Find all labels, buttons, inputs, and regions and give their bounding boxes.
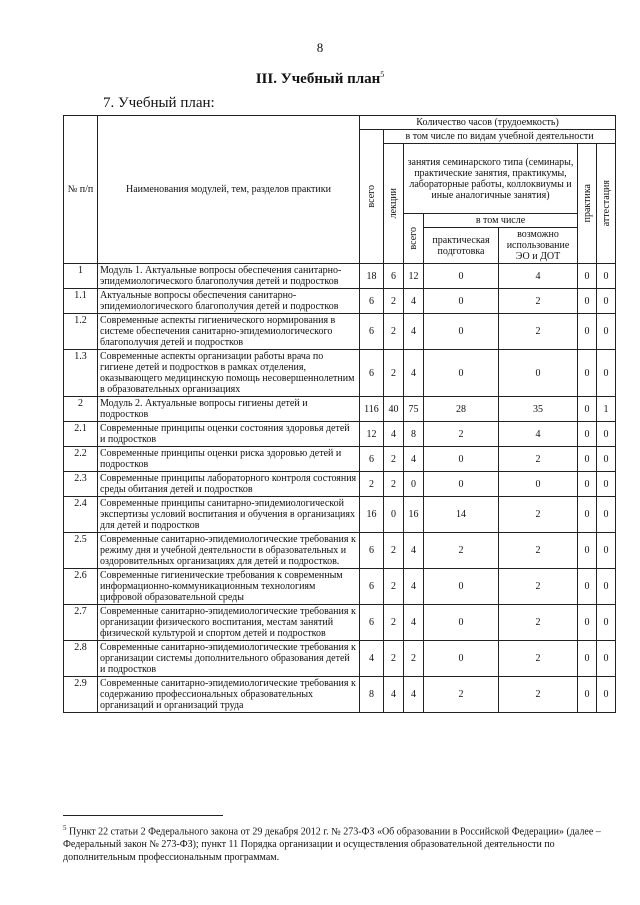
row-name: Современные гигиенические требования к современным информационно-коммуникационным технологиям цифровой образовательной среды [98, 569, 360, 605]
footnote [63, 822, 618, 864]
row-eo-dot: 2 [499, 605, 578, 641]
footnote-divider [63, 815, 223, 816]
header-seminar-total: всего [408, 227, 419, 250]
row-total: 116 [360, 397, 384, 422]
row-attestation: 0 [597, 533, 616, 569]
header-practice-cell [578, 144, 597, 264]
row-seminar-total: 75 [404, 397, 424, 422]
row-total: 12 [360, 422, 384, 447]
row-attestation: 0 [597, 497, 616, 533]
row-practical-prep: 14 [424, 497, 499, 533]
row-number: 2.6 [64, 569, 98, 605]
row-attestation: 1 [597, 397, 616, 422]
row-lectures: 2 [384, 350, 404, 397]
row-seminar-total: 4 [404, 569, 424, 605]
row-eo-dot: 0 [499, 350, 578, 397]
row-practical-prep: 0 [424, 350, 499, 397]
row-name: Современные аспекты организации работы врача по гигиене детей и подростков в рамках отделения, оказывающего медицинскую помощь несовершеннолетним в образовательных организациях [98, 350, 360, 397]
section-title-text: III. Учебный план [255, 71, 381, 87]
row-lectures: 2 [384, 533, 404, 569]
row-practical-prep: 0 [424, 605, 499, 641]
row-total: 6 [360, 314, 384, 350]
row-practice: 0 [578, 289, 597, 314]
row-name: Современные санитарно-эпидемиологические требования к содержанию профессиональных образовательных организаций и организаций труда [98, 677, 360, 713]
row-name: Современные принципы оценки состояния здоровья детей и подростков [98, 422, 360, 447]
row-attestation: 0 [597, 641, 616, 677]
row-total: 8 [360, 677, 384, 713]
row-lectures: 2 [384, 605, 404, 641]
row-practice: 0 [578, 264, 597, 289]
row-practical-prep: 0 [424, 569, 499, 605]
row-practice: 0 [578, 447, 597, 472]
row-number: 2.4 [64, 497, 98, 533]
page-number: 8 [316, 40, 324, 55]
row-seminar-total: 8 [404, 422, 424, 447]
row-name: Модуль 2. Актуальные вопросы гигиены детей и подростков [98, 397, 360, 422]
row-eo-dot: 0 [499, 472, 578, 497]
header-attestation: аттестация [600, 180, 612, 227]
header-eo-dot: возможно использование ЭО и ДОТ [499, 228, 578, 264]
table-row [64, 264, 616, 289]
row-attestation: 0 [597, 447, 616, 472]
header-name: Наименования модулей, тем, разделов практики [98, 116, 360, 264]
row-practice: 0 [578, 497, 597, 533]
table-row [64, 422, 616, 447]
row-practical-prep: 0 [424, 289, 499, 314]
row-number: 1 [64, 264, 98, 289]
row-number: 1.3 [64, 350, 98, 397]
row-total: 2 [360, 472, 384, 497]
row-practical-prep: 2 [424, 677, 499, 713]
row-practical-prep: 0 [424, 314, 499, 350]
row-practice: 0 [578, 472, 597, 497]
row-lectures: 0 [384, 497, 404, 533]
row-number: 2.3 [64, 472, 98, 497]
row-name: Актуальные вопросы обеспечения санитарно-эпидемиологического благополучия детей и подростков [98, 289, 360, 314]
row-number: 2.9 [64, 677, 98, 713]
curriculum-table [63, 115, 616, 713]
footnote-mark: 5 [380, 70, 385, 79]
footnote-number: 5 [63, 824, 67, 832]
row-practical-prep: 0 [424, 264, 499, 289]
row-number: 2 [64, 397, 98, 422]
row-practical-prep: 2 [424, 422, 499, 447]
row-number: 2.8 [64, 641, 98, 677]
row-seminar-total: 4 [404, 605, 424, 641]
table-row [64, 605, 616, 641]
row-eo-dot: 4 [499, 422, 578, 447]
footnote-text: Пункт 22 статьи 2 Федерального закона от 29 декабря 2012 г. № 273-ФЗ «Об образовании в Российской Федерации» (далее – Федеральный закон № 273-ФЗ); пункт 11 Порядка организации и осуществления образовательной деятельности по дополнительным профессиональным программам. [63, 826, 601, 864]
table-row [64, 533, 616, 569]
row-attestation: 0 [597, 314, 616, 350]
row-seminar-total: 12 [404, 264, 424, 289]
table-row [64, 314, 616, 350]
row-total: 4 [360, 641, 384, 677]
row-eo-dot: 2 [499, 641, 578, 677]
row-total: 6 [360, 350, 384, 397]
row-total: 6 [360, 533, 384, 569]
row-lectures: 4 [384, 422, 404, 447]
row-eo-dot: 2 [499, 447, 578, 472]
row-attestation: 0 [597, 422, 616, 447]
row-seminar-total: 2 [404, 641, 424, 677]
row-number: 2.1 [64, 422, 98, 447]
row-total: 6 [360, 605, 384, 641]
row-lectures: 2 [384, 447, 404, 472]
table-row [64, 289, 616, 314]
row-number: 1.2 [64, 314, 98, 350]
row-eo-dot: 2 [499, 533, 578, 569]
row-practical-prep: 0 [424, 447, 499, 472]
row-eo-dot: 2 [499, 677, 578, 713]
row-name: Современные принципы лабораторного контроля состояния среды обитания детей и подростков [98, 472, 360, 497]
row-seminar-total: 4 [404, 447, 424, 472]
row-attestation: 0 [597, 677, 616, 713]
row-practice: 0 [578, 605, 597, 641]
row-eo-dot: 4 [499, 264, 578, 289]
row-eo-dot: 2 [499, 569, 578, 605]
row-total: 16 [360, 497, 384, 533]
row-name: Современные аспекты гигиенического нормирования в системе обеспечения санитарно-эпидемиологического благополучия детей и подростков [98, 314, 360, 350]
row-seminar-total: 4 [404, 677, 424, 713]
row-seminar-total: 16 [404, 497, 424, 533]
row-name: Модуль 1. Актуальные вопросы обеспечения санитарно-эпидемиологического благополучия детей и подростков [98, 264, 360, 289]
row-practical-prep: 0 [424, 472, 499, 497]
row-number: 2.2 [64, 447, 98, 472]
row-practice: 0 [578, 677, 597, 713]
row-name: Современные принципы оценки риска здоровью детей и подростков [98, 447, 360, 472]
row-practical-prep: 2 [424, 533, 499, 569]
row-attestation: 0 [597, 605, 616, 641]
row-eo-dot: 2 [499, 497, 578, 533]
row-attestation: 0 [597, 264, 616, 289]
row-name: Современные санитарно-эпидемиологические требования к режиму дня и учебной деятельности в образовательных и оздоровительных организациях для детей и подростков. [98, 533, 360, 569]
row-practice: 0 [578, 641, 597, 677]
row-seminar-total: 4 [404, 314, 424, 350]
table-body [64, 264, 616, 713]
row-total: 18 [360, 264, 384, 289]
table-row [64, 397, 616, 422]
row-total: 6 [360, 289, 384, 314]
row-name: Современные санитарно-эпидемиологические требования к организации физического воспитания, местам занятий физической культурой и спортом детей и подростков [98, 605, 360, 641]
row-name: Современные санитарно-эпидемиологические требования к организации системы дополнительного образования детей и подростков [98, 641, 360, 677]
row-number: 1.1 [64, 289, 98, 314]
table-row [64, 641, 616, 677]
subsection-title: 7. Учебный план: [103, 95, 215, 111]
row-seminar-total: 4 [404, 289, 424, 314]
row-practice: 0 [578, 350, 597, 397]
row-lectures: 2 [384, 472, 404, 497]
header-hours: Количество часов (трудоемкость) [360, 116, 616, 130]
row-seminar-total: 0 [404, 472, 424, 497]
table-row [64, 447, 616, 472]
row-lectures: 2 [384, 641, 404, 677]
row-name: Современные принципы санитарно-эпидемиологической экспертизы условий воспитания и обучения в организациях для детей и подростков [98, 497, 360, 533]
header-practical-prep: практическая подготовка [424, 228, 499, 264]
row-total: 6 [360, 447, 384, 472]
section-title [0, 70, 640, 88]
row-attestation: 0 [597, 472, 616, 497]
row-attestation: 0 [597, 289, 616, 314]
header-total-cell [360, 130, 384, 264]
header-seminar: занятия семинарского типа (семинары, практические занятия, практикумы, лабораторные работы, коллоквиумы и иные аналогичные занятия) [404, 144, 578, 214]
row-total: 6 [360, 569, 384, 605]
row-lectures: 4 [384, 677, 404, 713]
row-lectures: 2 [384, 289, 404, 314]
row-seminar-total: 4 [404, 533, 424, 569]
row-seminar-total: 4 [404, 350, 424, 397]
header-total: всего [366, 185, 377, 208]
row-attestation: 0 [597, 350, 616, 397]
row-lectures: 2 [384, 569, 404, 605]
header-num: № п/п [64, 116, 98, 264]
header-lectures: лекции [388, 188, 399, 219]
header-lectures-cell [384, 144, 404, 264]
header-seminar-total-cell [404, 214, 424, 264]
row-practice: 0 [578, 314, 597, 350]
row-practical-prep: 0 [424, 641, 499, 677]
table-row [64, 350, 616, 397]
row-lectures: 40 [384, 397, 404, 422]
table-header [64, 116, 616, 264]
row-lectures: 2 [384, 314, 404, 350]
row-number: 2.5 [64, 533, 98, 569]
row-eo-dot: 2 [499, 289, 578, 314]
row-attestation: 0 [597, 569, 616, 605]
header-attestation-cell [597, 144, 616, 264]
header-including-types: в том числе по видам учебной деятельности [384, 130, 616, 144]
header-practice: практика [581, 184, 593, 223]
row-practice: 0 [578, 533, 597, 569]
row-number: 2.7 [64, 605, 98, 641]
table-row [64, 472, 616, 497]
row-lectures: 6 [384, 264, 404, 289]
row-eo-dot: 35 [499, 397, 578, 422]
row-practice: 0 [578, 422, 597, 447]
table-row [64, 497, 616, 533]
row-practical-prep: 28 [424, 397, 499, 422]
table-row [64, 677, 616, 713]
table-row [64, 569, 616, 605]
row-practice: 0 [578, 397, 597, 422]
row-eo-dot: 2 [499, 314, 578, 350]
header-including: в том числе [424, 214, 578, 228]
row-practice: 0 [578, 569, 597, 605]
